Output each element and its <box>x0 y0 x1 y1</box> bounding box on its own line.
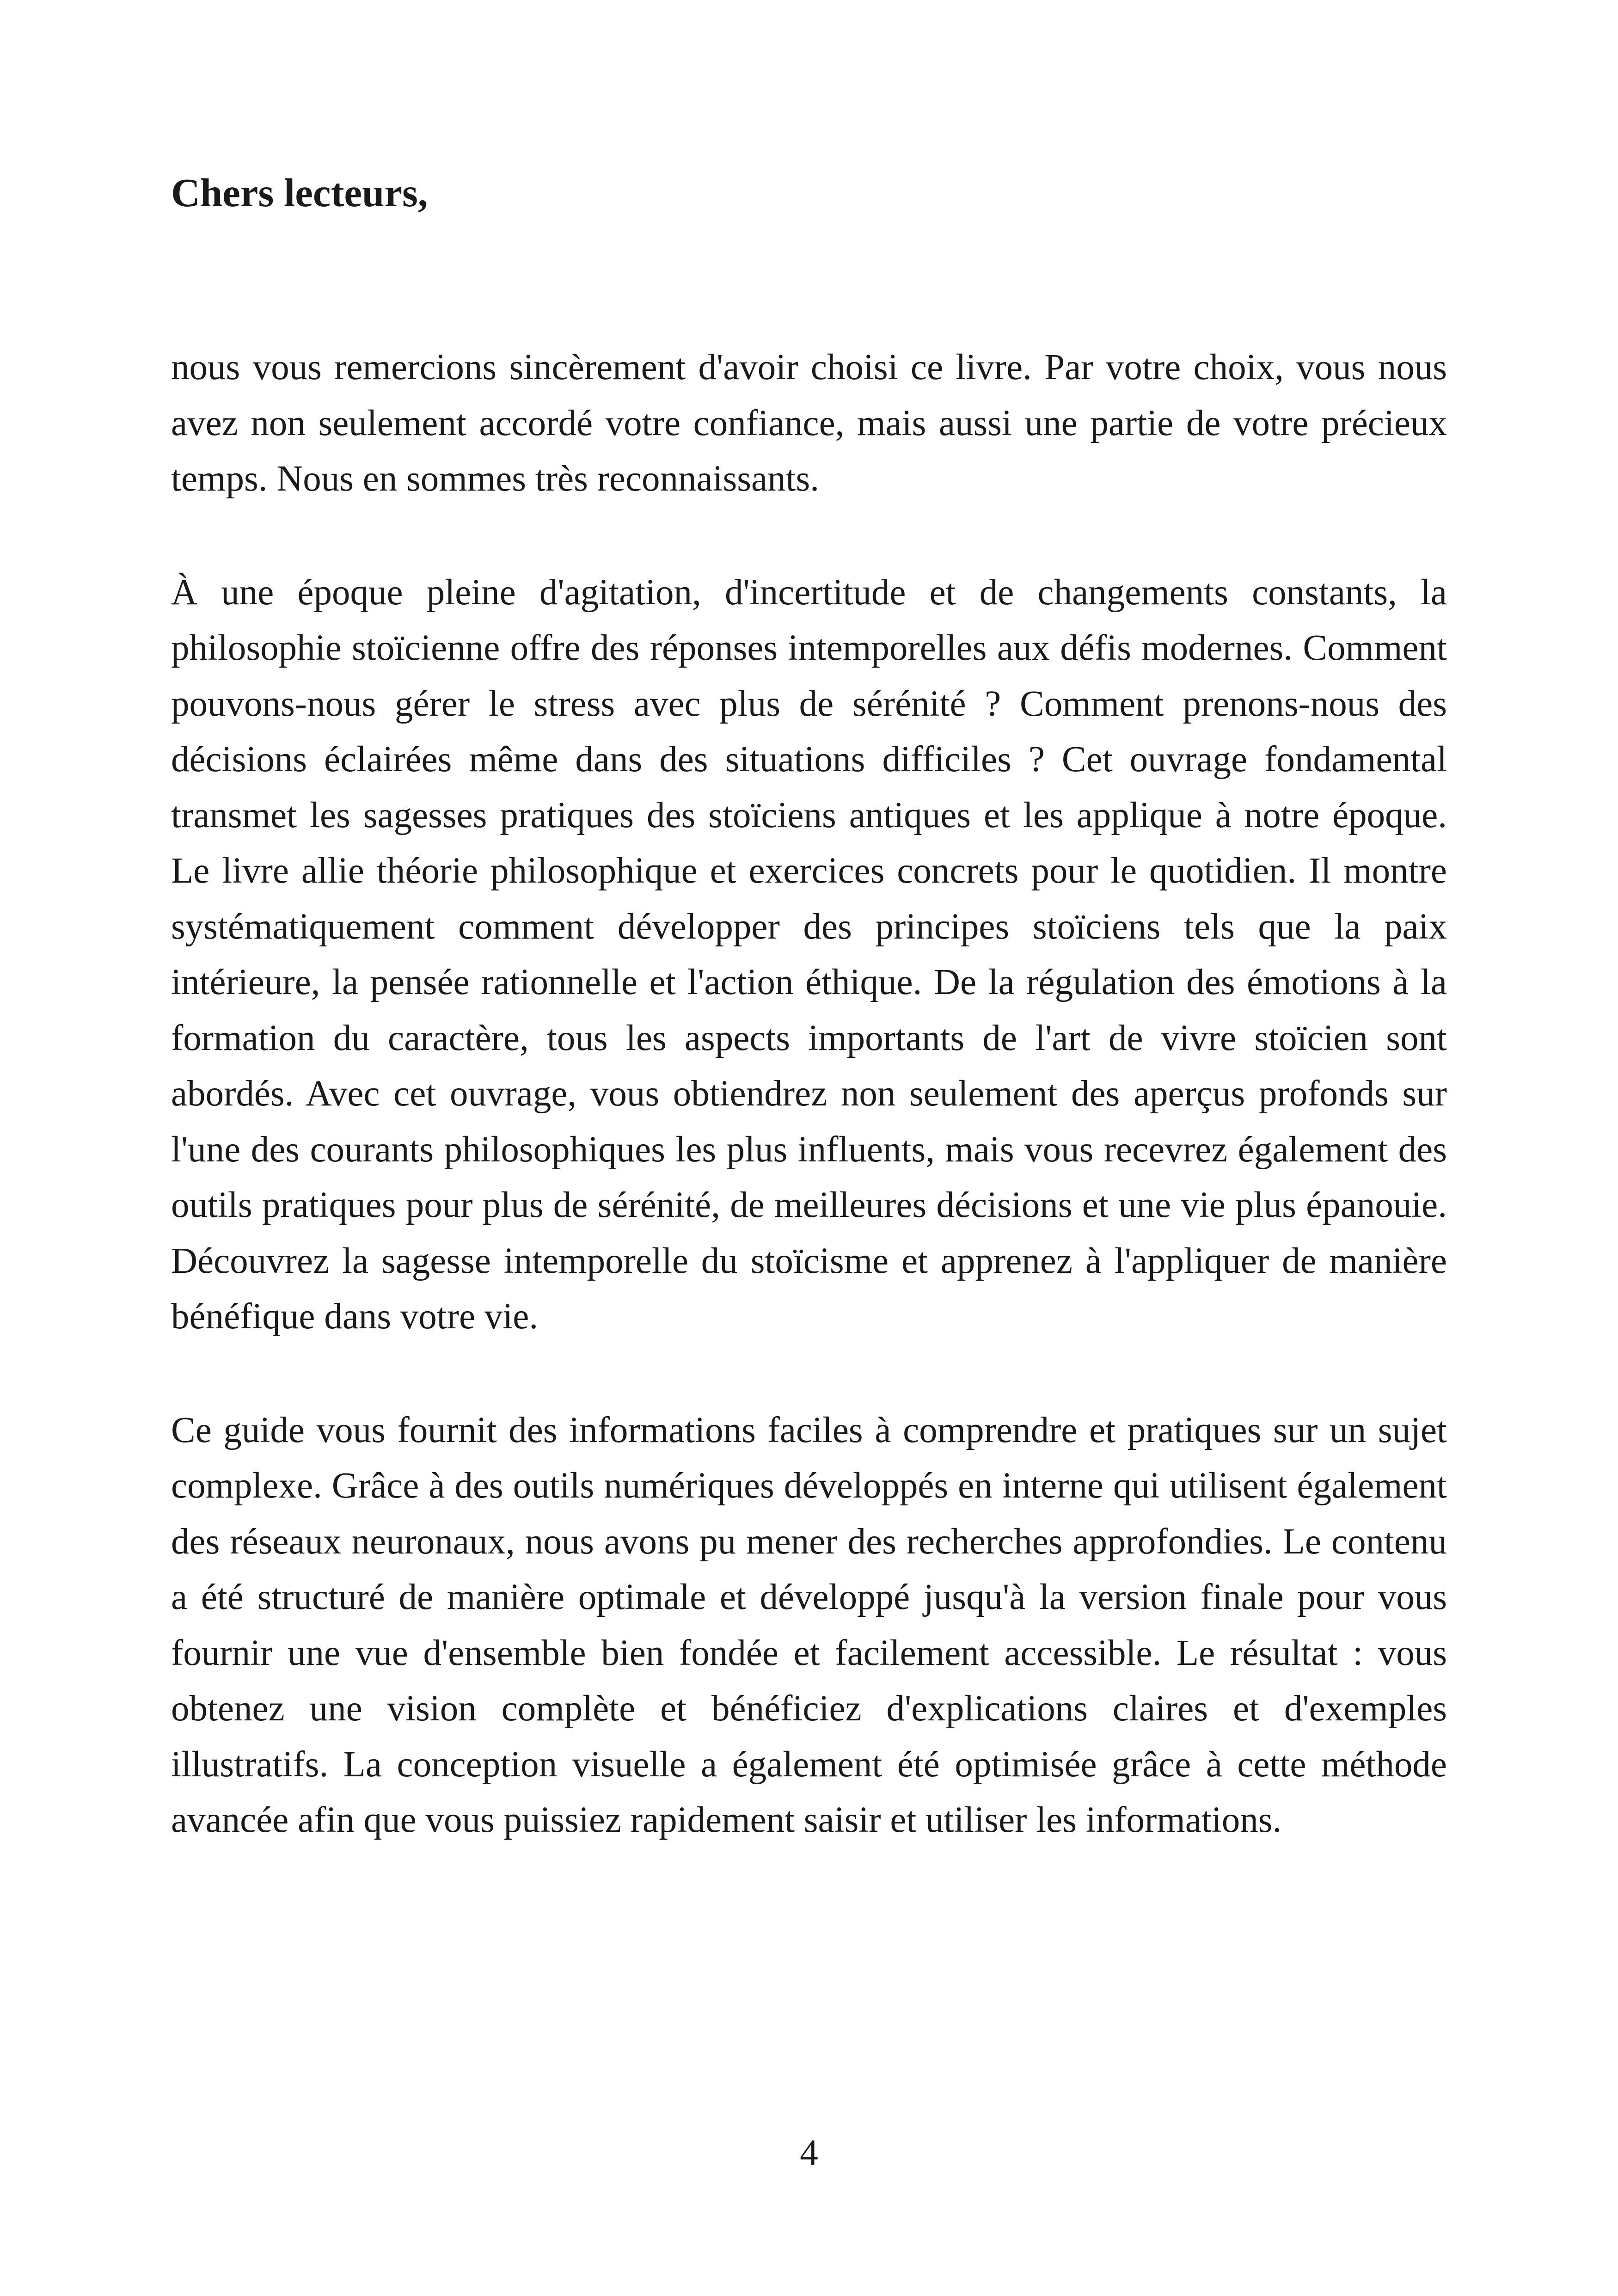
salutation-heading: Chers lecteurs, <box>171 170 428 215</box>
page-number: 4 <box>800 2133 818 2173</box>
paragraph-thanks: nous vous remercions sincèrement d'avoir choisi ce livre. Par votre choix, vous nous avez non seulement accordé votre confiance, mais aussi une partie de votre précieux temps. Nous en sommes très reconnaissants. <box>171 347 1447 499</box>
paragraph-stoicism: À une époque pleine d'agitation, d'incertitude et de changements constants, la philosophie stoïcienne offre des réponses intemporelles aux défis modernes. Comment pouvons-nous gérer le stress avec plus de sérénité ? Comment prenons-nous des décisions éclairées même dans des situations difficiles ? Cet ouvrage fondamental transmet les sagesses pratiques des stoïciens antiques et les applique à notre époque. Le livre allie théorie philosophique et exercices concrets pour le quotidien. Il montre systématiquement comment développer des principes stoïciens tels que la paix intérieure, la pensée rationnelle et l'action éthique. De la régulation des émotions à la formation du caractère, tous les aspects importants de l'art de vivre stoïcien sont abordés. Avec cet ouvrage, vous obtiendrez non seulement des aperçus profonds sur l'une des courants philosophiques les plus influents, mais vous recevrez également des outils pratiques pour plus de sérénité, de meilleures décisions et une vie plus épanouie. Découvrez la sagesse intemporelle du stoïcisme et apprenez à l'appliquer de manière bénéfique dans votre vie. <box>171 572 1447 1337</box>
body-text <box>171 340 1447 1848</box>
paragraph-guide: Ce guide vous fournit des informations faciles à comprendre et pratiques sur un sujet complexe. Grâce à des outils numériques développés en interne qui utilisent également des réseaux neuronaux, nous avons pu mener des recherches approfondies. Le contenu a été structuré de manière optimale et développé jusqu'à la version finale pour vous fournir une vue d'ensemble bien fondée et facilement accessible. Le résultat : vous obtenez une vision complète et bénéficiez d'explications claires et d'exemples illustratifs. La conception visuelle a également été optimisée grâce à cette méthode avancée afin que vous puissiez rapidement saisir et utiliser les informations. <box>171 1410 1447 1840</box>
